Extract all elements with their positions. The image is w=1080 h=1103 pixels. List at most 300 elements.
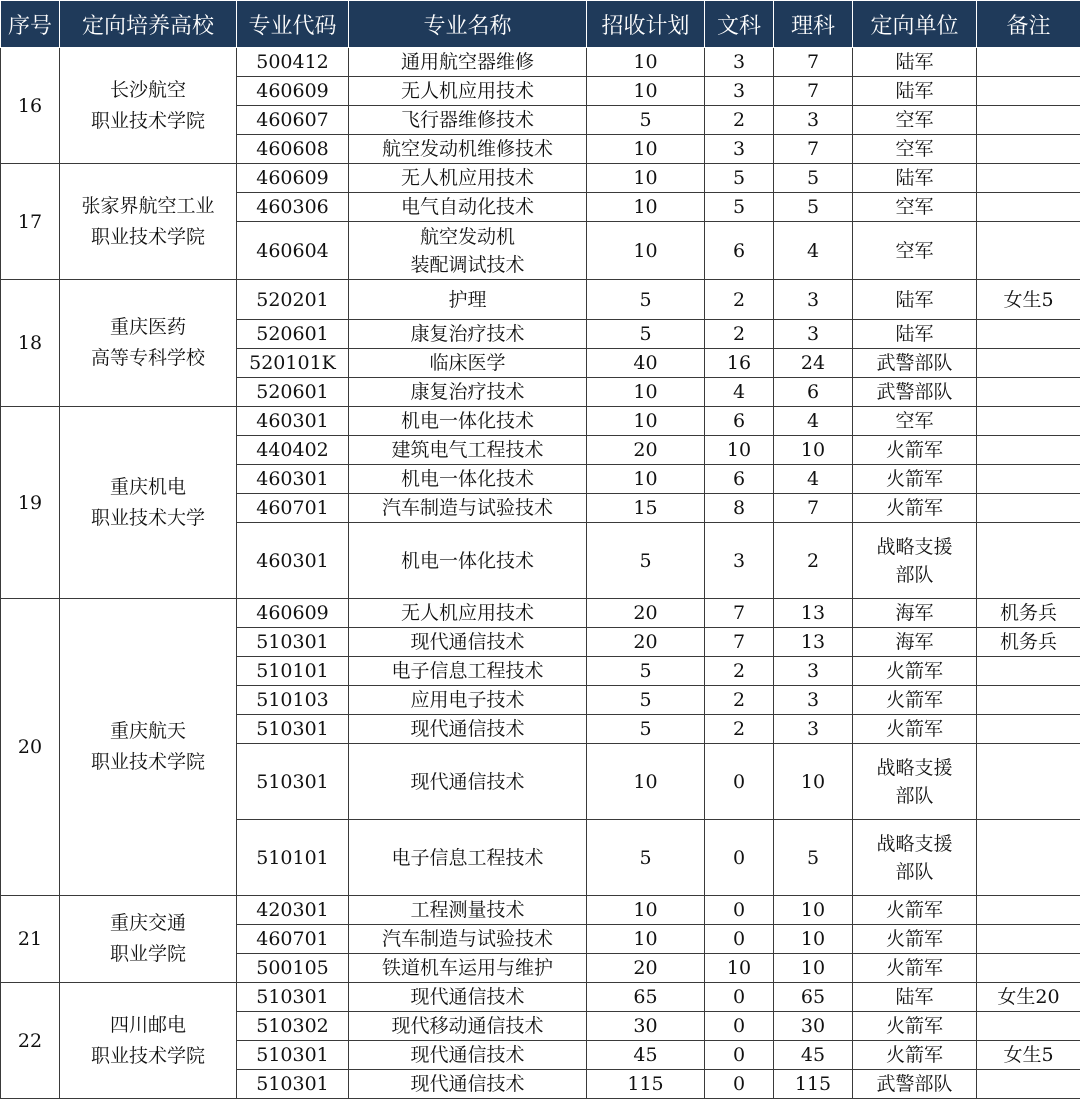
major-name [349,954,587,983]
major-code: 460301 [237,465,349,494]
major-name-line: 现代通信技术 [410,986,525,1008]
major-name-line: 无人机应用技术 [400,167,534,189]
enroll-plan: 30 [587,1012,705,1041]
target-unit [853,523,977,599]
science-count: 2 [774,523,853,599]
major-name-line: 铁道机车运用与维护 [381,957,553,979]
arts-count: 4 [705,378,774,407]
school-name [60,599,237,896]
major-name [349,222,587,280]
major-name [349,1012,587,1041]
science-count: 45 [774,1041,853,1070]
table-row [1,280,1080,320]
school-name [60,407,237,599]
enroll-plan: 115 [587,1070,705,1099]
target-unit-line: 空军 [895,410,934,432]
major-name-line: 汽车制造与试验技术 [381,928,553,950]
arts-count: 0 [705,925,774,954]
major-code: 460301 [237,407,349,436]
target-unit-line: 空军 [895,109,934,131]
note: 女生20 [977,983,1080,1012]
science-count: 5 [774,193,853,222]
arts-count: 3 [705,77,774,106]
header-code: 专业代码 [237,1,349,48]
table-row [1,983,1080,1012]
enroll-plan: 20 [587,436,705,465]
enroll-plan: 10 [587,48,705,77]
science-count: 3 [774,657,853,686]
major-name [349,983,587,1012]
major-code: 520601 [237,378,349,407]
enroll-plan: 5 [587,715,705,744]
target-unit-line: 火箭军 [885,439,943,461]
target-unit-line: 战略支援 [876,832,953,855]
science-count: 4 [774,407,853,436]
major-name [349,925,587,954]
target-unit [853,222,977,280]
note [977,523,1080,599]
science-count: 10 [774,896,853,925]
note [977,1070,1080,1099]
school-name-line: 职业技术大学 [90,506,205,529]
arts-count: 16 [705,349,774,378]
header-no: 序号 [1,1,60,48]
note: 机务兵 [977,599,1080,628]
note [977,820,1080,896]
major-name [349,135,587,164]
major-name-line: 现代通信技术 [410,631,525,653]
target-unit-line: 海军 [895,631,934,653]
major-name [349,744,587,820]
enroll-plan: 20 [587,954,705,983]
school-name-line: 重庆机电 [109,475,186,498]
target-unit [853,106,977,135]
header-note: 备注 [977,1,1080,48]
target-unit [853,925,977,954]
science-count: 4 [774,465,853,494]
target-unit [853,657,977,686]
target-unit-line: 陆军 [895,167,934,189]
school-name-line: 张家界航空工业 [81,194,215,217]
major-code: 460608 [237,135,349,164]
enroll-plan: 65 [587,983,705,1012]
major-name [349,164,587,193]
science-count: 3 [774,320,853,349]
header-science: 理科 [774,1,853,48]
major-name-line: 临床医学 [429,352,506,374]
target-unit-line: 空军 [895,239,934,262]
enroll-plan: 10 [587,222,705,280]
science-count: 10 [774,954,853,983]
note [977,686,1080,715]
arts-count: 5 [705,193,774,222]
science-count: 3 [774,686,853,715]
major-name [349,628,587,657]
major-code: 460609 [237,599,349,628]
major-code: 510301 [237,983,349,1012]
school-name-line: 重庆交通 [109,912,186,934]
major-code: 510302 [237,1012,349,1041]
target-unit [853,686,977,715]
major-name [349,378,587,407]
science-count: 30 [774,1012,853,1041]
major-name-line: 现代通信技术 [410,1044,525,1066]
target-unit-line: 陆军 [895,323,934,345]
enroll-plan: 5 [587,280,705,320]
major-name [349,820,587,896]
science-count: 5 [774,820,853,896]
target-unit [853,378,977,407]
major-code: 510103 [237,686,349,715]
enroll-plan: 10 [587,193,705,222]
major-name-line: 电子信息工程技术 [391,660,544,682]
major-name-line: 无人机应用技术 [400,80,534,102]
group-number: 16 [1,48,60,164]
arts-count: 5 [705,164,774,193]
arts-count: 3 [705,135,774,164]
arts-count: 0 [705,1070,774,1099]
major-code: 460609 [237,77,349,106]
major-name-line: 电子信息工程技术 [391,846,544,869]
major-name [349,1041,587,1070]
major-code: 500105 [237,954,349,983]
science-count: 4 [774,222,853,280]
enroll-plan: 10 [587,407,705,436]
major-code: 460301 [237,523,349,599]
table-header-row [1,1,1080,48]
group-number: 20 [1,599,60,896]
major-code: 510301 [237,1070,349,1099]
target-unit-line: 火箭军 [885,1044,943,1066]
arts-count: 2 [705,106,774,135]
science-count: 24 [774,349,853,378]
table-row [1,407,1080,436]
target-unit [853,954,977,983]
target-unit [853,135,977,164]
school-name-line: 四川邮电 [109,1013,186,1036]
target-unit [853,628,977,657]
major-name-line: 现代通信技术 [410,718,525,740]
enroll-plan: 40 [587,349,705,378]
target-unit-line: 陆军 [895,80,934,102]
header-school: 定向培养高校 [60,1,237,48]
science-count: 6 [774,378,853,407]
target-unit-line: 火箭军 [885,497,943,519]
note [977,925,1080,954]
major-name [349,77,587,106]
major-code: 520101K [237,349,349,378]
enroll-plan: 10 [587,77,705,106]
major-name-line: 建筑电气工程技术 [391,439,544,461]
major-name [349,523,587,599]
note [977,715,1080,744]
science-count: 65 [774,983,853,1012]
major-code: 510301 [237,744,349,820]
group-number: 21 [1,896,60,983]
major-code: 460701 [237,925,349,954]
table-row [1,896,1080,925]
target-unit-line: 火箭军 [885,689,943,711]
major-code: 510301 [237,1041,349,1070]
major-code: 460701 [237,494,349,523]
science-count: 3 [774,715,853,744]
major-name [349,106,587,135]
target-unit-line: 武警部队 [876,1073,953,1095]
arts-count: 2 [705,657,774,686]
target-unit-line: 空军 [895,196,934,218]
major-name [349,494,587,523]
major-name [349,686,587,715]
major-code: 420301 [237,896,349,925]
arts-count: 0 [705,820,774,896]
target-unit [853,1070,977,1099]
arts-count: 6 [705,407,774,436]
arts-count: 0 [705,896,774,925]
target-unit [853,77,977,106]
school-name [60,280,237,407]
header-unit: 定向单位 [853,1,977,48]
target-unit [853,715,977,744]
school-name-line: 重庆医药 [109,316,186,338]
note [977,657,1080,686]
major-name-line: 机电一体化技术 [400,410,534,432]
enroll-plan: 15 [587,494,705,523]
science-count: 3 [774,106,853,135]
target-unit-line: 陆军 [895,986,934,1008]
target-unit-line: 部队 [895,784,934,807]
target-unit-line: 火箭军 [885,899,943,921]
arts-count: 7 [705,628,774,657]
note [977,164,1080,193]
major-code: 510301 [237,715,349,744]
note [977,48,1080,77]
major-code: 460609 [237,164,349,193]
target-unit [853,599,977,628]
major-name [349,193,587,222]
major-name [349,407,587,436]
science-count: 7 [774,77,853,106]
school-name-line: 职业技术学院 [90,225,205,248]
arts-count: 0 [705,1012,774,1041]
note [977,378,1080,407]
science-count: 7 [774,135,853,164]
arts-count: 0 [705,744,774,820]
target-unit [853,1041,977,1070]
major-name-line: 航空发动机 [419,225,515,248]
table-row [1,164,1080,193]
major-code: 460306 [237,193,349,222]
science-count: 10 [774,436,853,465]
target-unit-line: 部队 [895,860,934,883]
school-name [60,164,237,280]
science-count: 5 [774,164,853,193]
science-count: 10 [774,744,853,820]
note [977,436,1080,465]
table-row [1,48,1080,77]
major-name-line: 汽车制造与试验技术 [381,497,553,519]
enroll-plan: 10 [587,135,705,164]
enroll-plan: 10 [587,925,705,954]
target-unit-line: 部队 [895,563,934,586]
target-unit [853,1012,977,1041]
enroll-plan: 20 [587,599,705,628]
target-unit-line: 火箭军 [885,468,943,490]
note [977,193,1080,222]
target-unit-line: 火箭军 [885,928,943,950]
arts-count: 2 [705,320,774,349]
major-name-line: 工程测量技术 [410,899,525,921]
science-count: 115 [774,1070,853,1099]
arts-count: 6 [705,465,774,494]
note [977,77,1080,106]
school-name-line: 长沙航空 [109,78,186,101]
science-count: 3 [774,280,853,320]
note [977,1012,1080,1041]
major-name-line: 无人机应用技术 [400,602,534,624]
major-name [349,896,587,925]
major-name [349,48,587,77]
note [977,320,1080,349]
enroll-plan: 45 [587,1041,705,1070]
school-name-line: 职业学院 [109,943,186,965]
enroll-plan: 5 [587,106,705,135]
major-name-line: 现代移动通信技术 [391,1015,544,1037]
enroll-plan: 5 [587,820,705,896]
group-number: 22 [1,983,60,1099]
enroll-plan: 10 [587,378,705,407]
major-name-line: 现代通信技术 [410,770,525,793]
group-number: 19 [1,407,60,599]
arts-count: 6 [705,222,774,280]
note [977,954,1080,983]
science-count: 13 [774,628,853,657]
major-code: 510301 [237,628,349,657]
group-number: 17 [1,164,60,280]
header-arts: 文科 [705,1,774,48]
major-code: 500412 [237,48,349,77]
enroll-plan: 5 [587,320,705,349]
major-code: 440402 [237,436,349,465]
target-unit [853,164,977,193]
target-unit-line: 火箭军 [885,718,943,740]
enroll-plan: 20 [587,628,705,657]
school-name-line: 职业技术学院 [90,1044,205,1067]
target-unit [853,407,977,436]
target-unit-line: 战略支援 [876,756,953,779]
target-unit-line: 火箭军 [885,1015,943,1037]
major-name [349,1070,587,1099]
major-name [349,465,587,494]
target-unit [853,896,977,925]
header-plan: 招收计划 [587,1,705,48]
target-unit-line: 陆军 [895,51,934,73]
major-name-line: 机电一体化技术 [400,549,534,572]
enroll-plan: 5 [587,657,705,686]
major-name [349,280,587,320]
note [977,465,1080,494]
school-name-line: 职业技术学院 [90,751,205,773]
target-unit [853,349,977,378]
major-name-line: 护理 [448,288,487,311]
target-unit [853,820,977,896]
group-number: 18 [1,280,60,407]
target-unit [853,320,977,349]
note: 机务兵 [977,628,1080,657]
major-code: 520601 [237,320,349,349]
enroll-plan: 10 [587,744,705,820]
major-code: 460604 [237,222,349,280]
major-name [349,599,587,628]
target-unit-line: 火箭军 [885,957,943,979]
major-name-line: 飞行器维修技术 [400,109,534,131]
note [977,222,1080,280]
major-name-line: 应用电子技术 [410,689,525,711]
major-name [349,436,587,465]
major-code: 510101 [237,657,349,686]
arts-count: 10 [705,436,774,465]
major-name-line: 现代通信技术 [410,1073,525,1095]
header-major: 专业名称 [349,1,587,48]
target-unit [853,744,977,820]
note [977,744,1080,820]
arts-count: 8 [705,494,774,523]
target-unit-line: 武警部队 [876,352,953,374]
major-name-line: 机电一体化技术 [400,468,534,490]
major-name-line: 康复治疗技术 [410,381,525,403]
target-unit-line: 武警部队 [876,381,953,403]
major-name [349,320,587,349]
note: 女生5 [977,1041,1080,1070]
target-unit-line: 战略支援 [876,535,953,558]
enroll-plan: 10 [587,465,705,494]
note [977,106,1080,135]
major-name [349,657,587,686]
arts-count: 7 [705,599,774,628]
enroll-plan: 10 [587,896,705,925]
major-name-line: 电气自动化技术 [400,196,534,218]
arts-count: 0 [705,983,774,1012]
school-name-line: 高等专科学校 [90,347,205,369]
arts-count: 2 [705,280,774,320]
school-name-line: 职业技术学院 [90,109,205,132]
arts-count: 10 [705,954,774,983]
target-unit [853,280,977,320]
note [977,135,1080,164]
target-unit-line: 空军 [895,138,934,160]
target-unit-line: 火箭军 [885,660,943,682]
science-count: 10 [774,925,853,954]
enroll-plan: 5 [587,686,705,715]
science-count: 13 [774,599,853,628]
note [977,896,1080,925]
school-name [60,48,237,164]
major-name-line: 航空发动机维修技术 [381,138,553,160]
enroll-plan: 5 [587,523,705,599]
major-name-line: 装配调试技术 [410,253,525,276]
science-count: 7 [774,494,853,523]
school-name [60,896,237,983]
major-code: 520201 [237,280,349,320]
arts-count: 3 [705,523,774,599]
note [977,407,1080,436]
major-code: 510101 [237,820,349,896]
arts-count: 3 [705,48,774,77]
target-unit [853,494,977,523]
target-unit-line: 陆军 [895,288,934,311]
major-name [349,715,587,744]
major-code: 460607 [237,106,349,135]
note [977,349,1080,378]
